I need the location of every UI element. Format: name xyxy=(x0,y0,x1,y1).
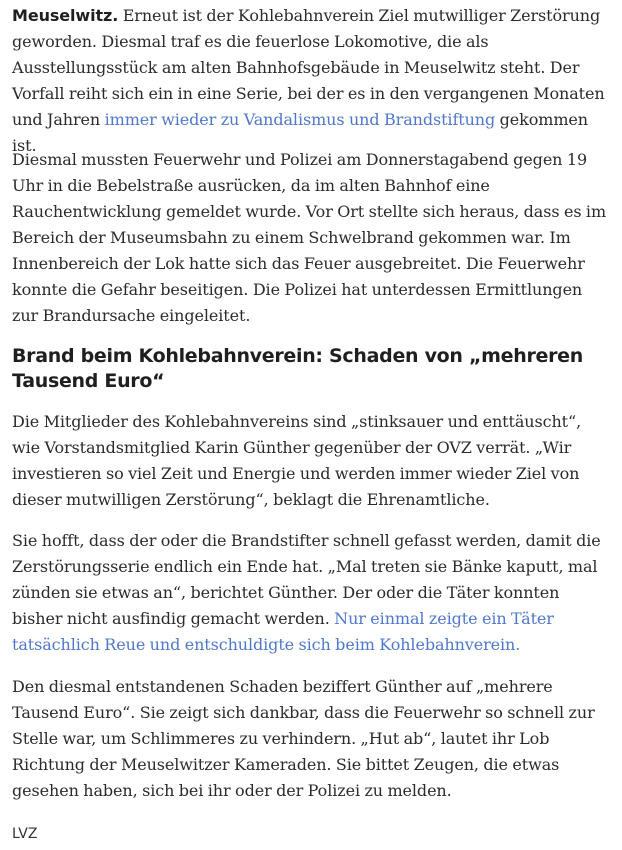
paragraph-1-text: Erneut ist der Kohlebahnverein Ziel mutwilliger Zerstörung geworden. Diesmal traf es die feuerlose Lokomotive, die als Ausstellungsstück am alten Bahnhofsgebäude in Meuselwitz steht. Der Vorfall reiht sich ein in eine Serie, bei der es in den vergangenen Monaten und Jahren xyxy=(12,6,605,129)
paragraph-4-text: Sie hofft, dass der oder die Brandstifter schnell gefasst werden, damit die Zerstörungsserie endlich ein Ende hat. „Mal treten sie Bänke kaputt, mal zünden sie etwas an“, berichtet Günther. Der oder die Täter konnten bisher nicht ausfindig gemacht werden. xyxy=(12,531,601,628)
dateline: Meuselwitz. xyxy=(12,6,119,25)
article-paragraph-2: Diesmal mussten Feuerwehr und Polizei am Donnerstagabend gegen 19 Uhr in die Bebelstraße ausrücken, da im alten Bahnhof eine Rauchentwicklung gemeldet wurde. Vor Ort stellte sich heraus, dass es im Bereich der Museumsbahn zu einem Schwelbrand gekommen war. Im Innenbereich der Lok hatte sich das Feuer ausgebreitet. Die Feuerwehr konnte die Gefahr beseitigen. Die Polizei hat unterdessen Ermittlungen zur Brandursache eingeleitet. xyxy=(12,150,607,325)
article-paragraph-3: Die Mitglieder des Kohlebahnvereins sind „stinksauer und enttäuscht“, wie Vorstandsmitglied Karin Günther gegenüber der OVZ verrät. „Wir investieren so viel Zeit und Energie und werden immer wieder Ziel von dieser mutwilligen Zerstörung“, beklagt die Ehrenamtliche. xyxy=(12,412,582,509)
article-paragraph-5: Den diesmal entstandenen Schaden beziffert Günther auf „mehrere Tausend Euro“. Sie zeigt sich dankbar, dass die Feuerwehr so schnell zur Stelle war, um Schlimmeres zu verhindern. „Hut ab“, lautet ihr Lob Richtung der Meuselwitzer Kameraden. Sie bittet Zeugen, die etwas gesehen haben, sich bei ihr oder der Polizei zu melden. xyxy=(12,677,595,800)
source-label: LVZ xyxy=(12,826,38,842)
vandalism-link[interactable]: immer wieder zu Vandalismus und Brandstiftung xyxy=(104,110,496,129)
article-subheading: Brand beim Kohlebahnverein: Schaden von „mehreren Tausend Euro“ xyxy=(12,345,583,392)
article-paragraph-4 xyxy=(12,528,612,658)
apology-link[interactable]: Nur einmal zeigte ein Täter tatsächlich Reue und entschuldigte sich beim Kohlebahnverein. xyxy=(12,609,554,654)
article-paragraph-1 xyxy=(12,3,612,159)
paragraph-1-text-after: gekommen ist. xyxy=(12,110,588,155)
